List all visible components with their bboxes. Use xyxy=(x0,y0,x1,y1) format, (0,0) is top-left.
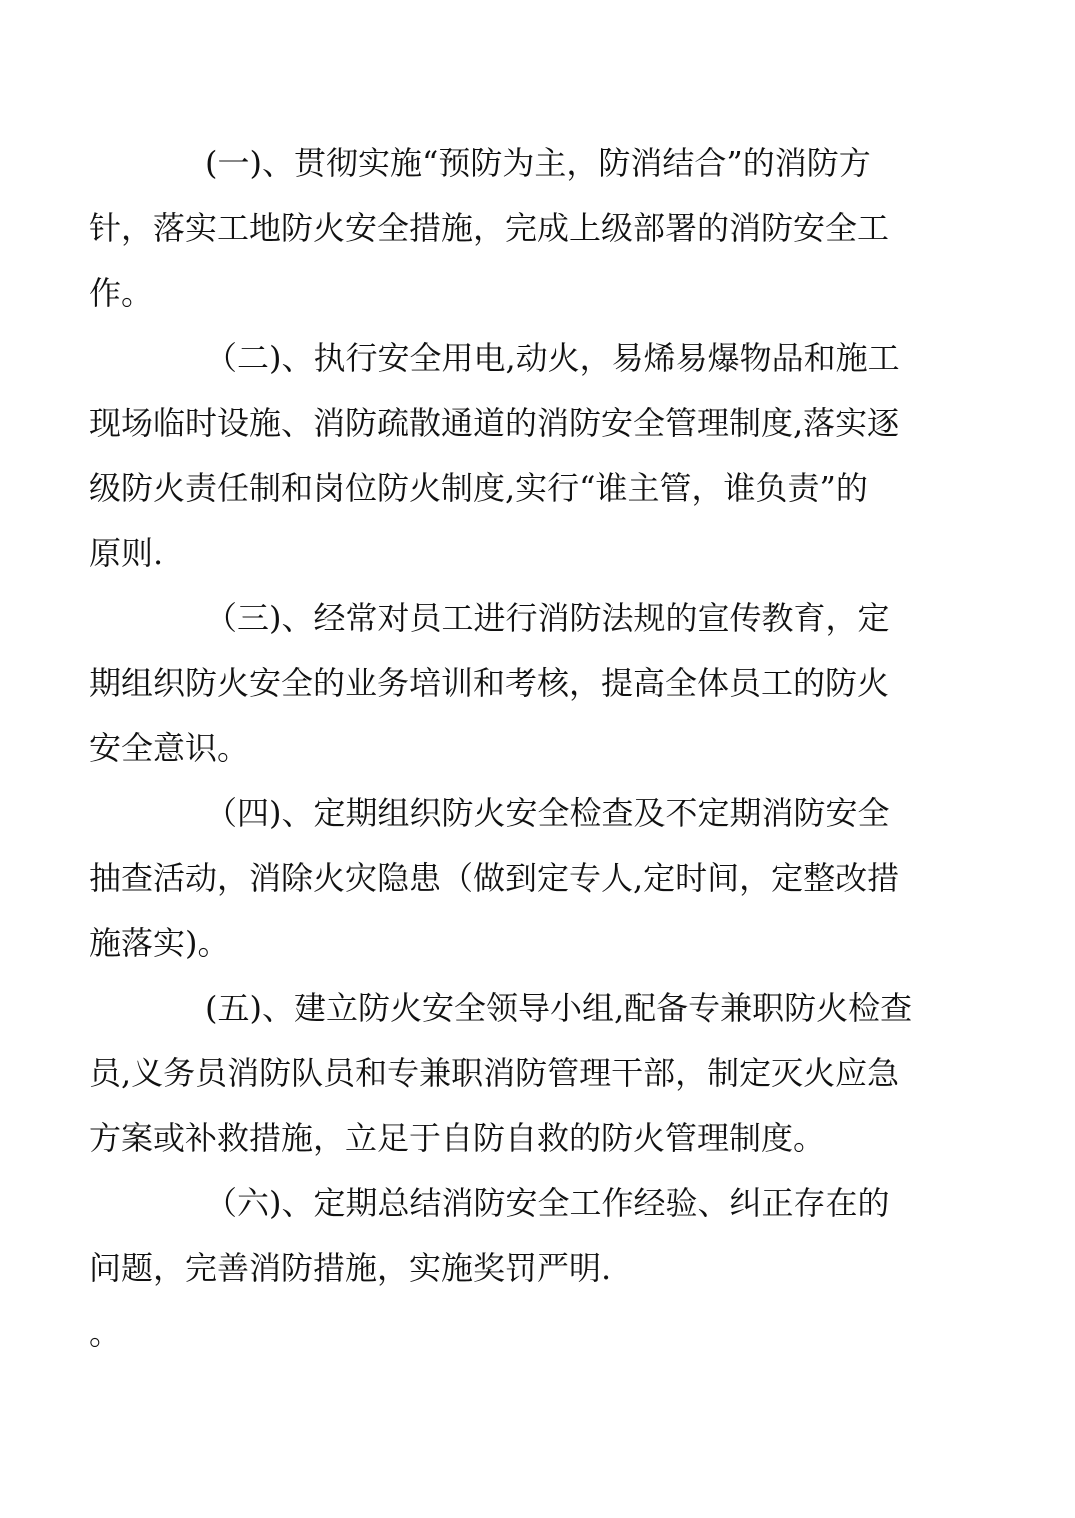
trailing-period: 。 xyxy=(89,1314,122,1352)
paragraph-line: 级防火责任制和岗位防火制度,实行“谁主管，谁负责”的 xyxy=(89,469,868,507)
paragraph-line: (一)、贯彻实施“预防为主，防消结合”的消防方 xyxy=(205,144,871,182)
paragraph-line: （六)、定期总结消防安全工作经验、纠正存在的 xyxy=(205,1184,890,1222)
paragraph-line: 安全意识。 xyxy=(89,729,250,767)
paragraph-line: (五)、建立防火安全领导小组,配备专兼职防火检查 xyxy=(205,989,913,1027)
paragraph-line: 期组织防火安全的业务培训和考核，提高全体员工的防火 xyxy=(89,664,890,702)
paragraph-line: 施落实)。 xyxy=(89,924,230,962)
paragraph-line: 问题，完善消防措施，实施奖罚严明. xyxy=(89,1249,612,1287)
paragraph-line: （四)、定期组织防火安全检查及不定期消防安全 xyxy=(205,794,890,832)
paragraph-line: 方案或补救措施，立足于自防自救的防火管理制度。 xyxy=(89,1119,826,1157)
paragraph-line: 原则. xyxy=(89,534,164,572)
paragraph-line: 员,义务员消防队员和专兼职消防管理干部，制定灭火应急 xyxy=(89,1054,900,1092)
paragraph-line: 作。 xyxy=(89,274,154,312)
paragraph-line: （二)、执行安全用电,动火，易烯易爆物品和施工 xyxy=(205,339,900,377)
paragraph-line: 针，落实工地防火安全措施，完成上级部署的消防安全工 xyxy=(89,209,890,247)
paragraph-line: （三)、经常对员工进行消防法规的宣传教育，定 xyxy=(205,599,890,637)
paragraph-line: 现场临时设施、消防疏散通道的消防安全管理制度,落实逐 xyxy=(89,404,900,442)
paragraph-line: 抽查活动，消除火灾隐患（做到定专人,定时间，定整改措 xyxy=(89,859,900,897)
